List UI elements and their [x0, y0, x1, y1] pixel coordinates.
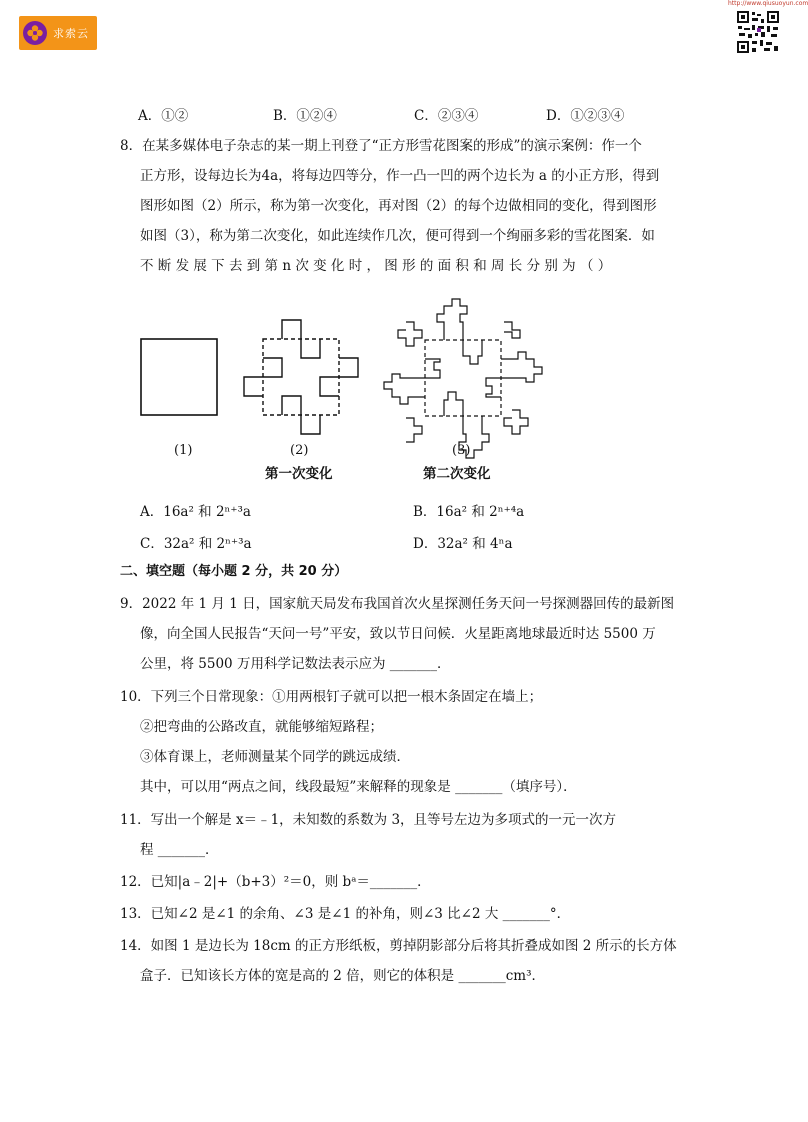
- q7-option-a: A．①②: [138, 108, 189, 124]
- figure-label-3: (3): [452, 443, 471, 458]
- qr-code-icon: [736, 6, 780, 56]
- brand-logo: [19, 16, 97, 50]
- figure-label-1: (1): [174, 443, 193, 458]
- qr-url: http://www.qiusuoyun.com: [728, 0, 808, 7]
- q7-option-b: B．①②④: [273, 108, 337, 124]
- q11-line-1: 11．写出一个解是 x＝﹣1，未知数的系数为 3，且等号左边为多项式的一元一次方: [120, 812, 617, 828]
- caption-second-change: 第二次变化: [423, 466, 491, 482]
- q14-line-1: 14．如图 1 是边长为 18cm 的正方形纸板，剪掉阴影部分后将其折叠成如图 2 所示的长方体: [120, 938, 677, 954]
- q8-option-c: C．32a² 和 2ⁿ⁺³a: [140, 536, 252, 552]
- q9-line-2: 像，向全国人民报告“天问一号”平安，致以节日问候．火星距离地球最近时达 5500 万: [140, 626, 656, 642]
- q8-line-4: 如图（3），称为第二次变化，如此连续作几次，便可得到一个绚丽多彩的雪花图案．如: [140, 228, 655, 244]
- q8-line-1: 8．在某多媒体电子杂志的某一期上刊登了“正方形雪花图案的形成”的演示案例：作一个: [120, 138, 642, 154]
- figure-label-2: (2): [290, 443, 309, 458]
- q13-text: 13．已知∠2 是∠1 的余角、∠3 是∠1 的补角，则∠3 比∠2 大 _______°．: [120, 906, 571, 922]
- q9-line-3: 公里，将 5500 万用科学记数法表示应为 _______．: [140, 656, 451, 672]
- logo-text: 求索云: [53, 27, 89, 40]
- figure-3-second-change: [384, 299, 542, 458]
- q8-line-2: 正方形，设每边长为4a，将每边四等分，作一凸一凹的两个边长为 a 的小正方形，得到: [140, 168, 660, 184]
- q10-line-2: ②把弯曲的公路改直，就能够缩短路程；: [140, 719, 383, 735]
- snowflake-figure: [130, 292, 570, 487]
- q10-line-3: ③体育课上，老师测量某个同学的跳远成绩．: [140, 749, 410, 765]
- q8-option-d: D．32a² 和 4ⁿa: [413, 536, 513, 552]
- q14-line-2: 盒子．已知该长方体的宽是高的 2 倍，则它的体积是 _______cm³．: [140, 968, 545, 984]
- figure-2-first-change: [244, 320, 358, 434]
- q10-line-1: 10．下列三个日常现象：①用两根钉子就可以把一根木条固定在墙上；: [120, 689, 543, 705]
- q7-option-c: C．②③④: [414, 108, 479, 124]
- section-title: 二、填空题（每小题 2 分，共 20 分）: [120, 564, 348, 579]
- q8-line-3: 图形如图（2）所示，称为第一次变化，再对图（2）的每个边做相同的变化，得到图形: [140, 198, 657, 214]
- q7-option-d: D．①②③④: [546, 108, 625, 124]
- q9-line-1: 9．2022 年 1 月 1 日，国家航天局发布我国首次火星探测任务天问一号探测器回传的最新图: [120, 596, 675, 612]
- q8-option-a: A．16a² 和 2ⁿ⁺³a: [140, 504, 251, 520]
- caption-first-change: 第一次变化: [265, 466, 333, 482]
- figure-1-square: [141, 339, 217, 415]
- logo-flower-icon: [23, 21, 47, 45]
- q12-text: 12．已知|a﹣2|+（b+3）²＝0，则 bᵃ＝_______．: [120, 874, 431, 890]
- q10-line-4: 其中，可以用“两点之间，线段最短”来解释的现象是 _______（填序号）．: [140, 779, 577, 795]
- q8-option-b: B．16a² 和 2ⁿ⁺⁴a: [413, 504, 525, 520]
- q8-line-5: 不 断 发 展 下 去 到 第 n 次 变 化 时 ， 图 形 的 面 积 和 周 长 分 别 为 （ ）: [140, 258, 612, 274]
- q11-line-2: 程 _______．: [140, 842, 219, 858]
